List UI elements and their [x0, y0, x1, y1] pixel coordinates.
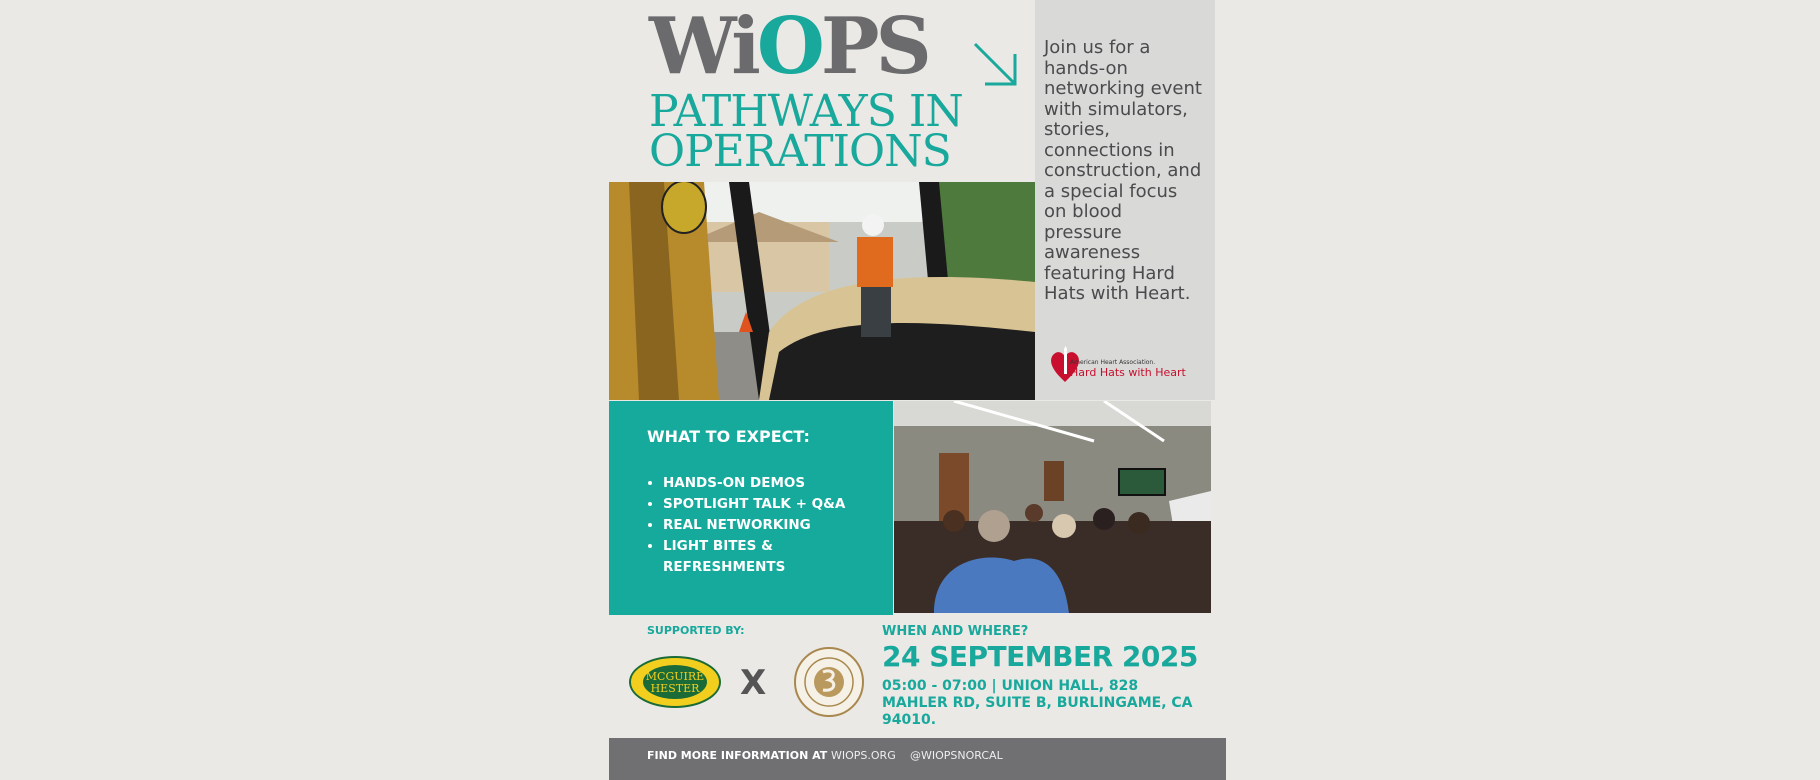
- list-item: • SPOTLIGHT TALK + Q&A: [663, 494, 873, 515]
- what-to-expect-panel: [609, 401, 893, 615]
- footer: [609, 738, 1226, 780]
- wiops-logo: [649, 1, 928, 92]
- aha-small-text: American Heart Association.: [1070, 359, 1156, 366]
- construction-photo: [609, 182, 1035, 400]
- social-handle-link[interactable]: @WIOPSNORCAL: [910, 749, 1003, 762]
- arrow-icon: [971, 40, 1021, 90]
- event-date: 24 SEPTEMBER 2025: [882, 640, 1198, 673]
- supported-by-label: SUPPORTED BY:: [647, 624, 745, 637]
- logo-part: Wi: [649, 1, 757, 92]
- logo-part: PS: [820, 1, 928, 92]
- expect-heading: WHAT TO EXPECT:: [647, 427, 810, 446]
- list-item: • HANDS-ON DEMOS: [663, 473, 873, 494]
- page-title: PATHWAYS IN OPERATIONS: [649, 86, 963, 177]
- svg-text:HESTER: HESTER: [650, 682, 700, 695]
- list-item: • LIGHT BITES & REFRESHMENTS: [663, 536, 873, 578]
- event-time-place: 05:00 - 07:00 | UNION HALL, 828 MAHLER RD, SUITE B, BURLINGAME, CA 94010.: [882, 678, 1193, 728]
- when-heading: WHEN AND WHERE?: [882, 624, 1029, 639]
- logo-part: O: [756, 1, 821, 92]
- intro-text: Join us for a hands-on networking event with simulators, stories, connections in construction, and a special focus on blood pressure awareness featuring Hard Hats with Heart.: [1044, 37, 1202, 304]
- seal-logo: [793, 646, 865, 718]
- footer-label: FIND MORE INFORMATION AT: [647, 749, 828, 762]
- svg-text:MCGUIRE: MCGUIRE: [645, 670, 705, 683]
- aha-main-text: Hard Hats with Heart: [1070, 366, 1186, 379]
- mcguire-hester-logo: [629, 656, 721, 708]
- flyer: [609, 0, 1226, 780]
- expect-list: [647, 473, 873, 578]
- intro-panel: [1035, 0, 1215, 400]
- x-separator: X: [740, 663, 767, 703]
- audience-photo: [894, 401, 1211, 613]
- website-link[interactable]: WIOPS.ORG: [831, 749, 896, 762]
- list-item: • REAL NETWORKING: [663, 515, 873, 536]
